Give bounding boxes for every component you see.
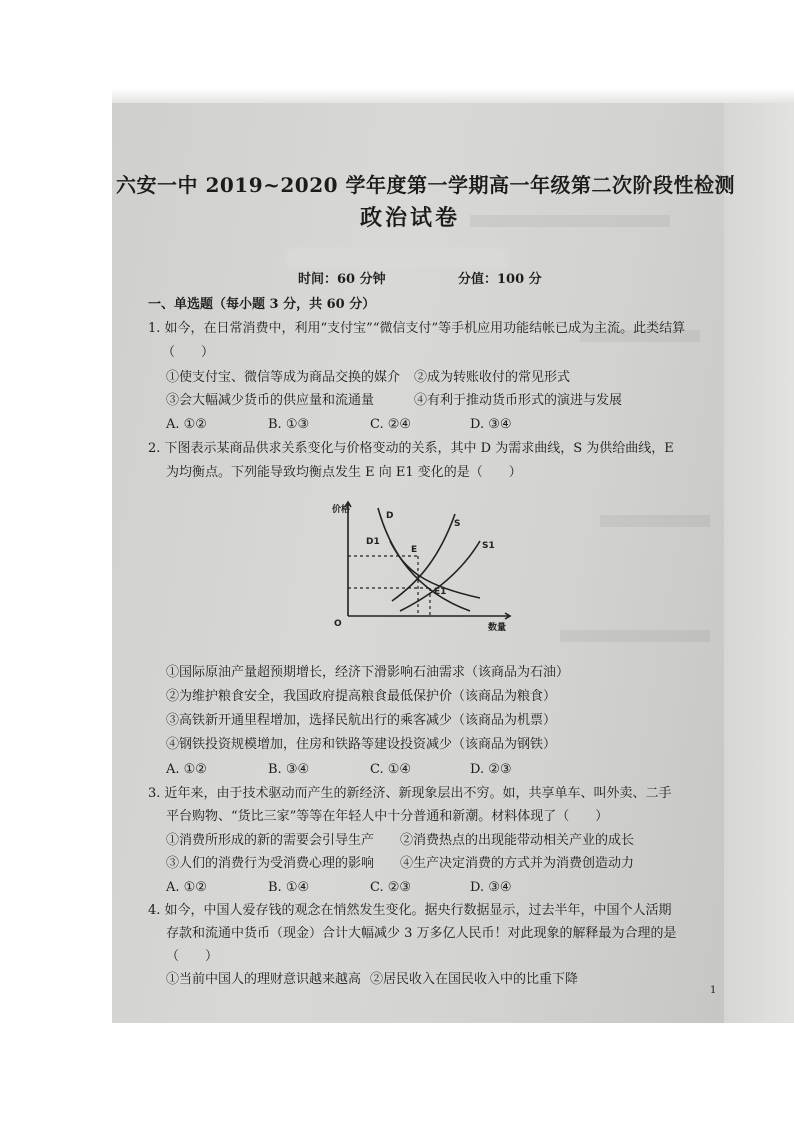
- q3-option-c: C. ②③: [370, 880, 412, 895]
- bleed-through-mark: [600, 515, 710, 527]
- q3-option-d: D. ③④: [470, 880, 512, 895]
- question-4-stem-cont: 存款和流通中货币（现金）合计大幅减少 3 万多亿人民币！对此现象的解释最为合理的是: [166, 926, 677, 941]
- point-label-e: E: [411, 545, 418, 555]
- exam-time: 时间：60 分钟: [298, 272, 386, 287]
- bleed-through-mark: [470, 215, 670, 227]
- question-1-stem: 1. 如今，在日常消费中，利用“支付宝”“微信支付”等手机应用功能结帐已成为主流。此类结算: [148, 321, 686, 336]
- question-2-stem: 2. 下图表示某商品供求关系变化与价格变动的关系，其中 D 为需求曲线，S 为供给曲线，E: [148, 441, 674, 456]
- supply-demand-graph: [330, 496, 530, 636]
- q3-option-a: A. ①②: [166, 880, 207, 895]
- exam-title: 六安一中 2019~2020 学年度第一学期高一年级第二次阶段性检测: [116, 173, 736, 197]
- question-4-stem: 4. 如今，中国人爱存钱的观念在悄然发生变化。据央行数据显示，过去半年，中国个人活期: [148, 903, 672, 918]
- q2-statement-1: ①国际原油产量超预期增长，经济下滑影响石油需求（该商品为石油）: [166, 665, 570, 680]
- q2-option-a: A. ①②: [166, 762, 207, 777]
- q2-statement-2: ②为维护粮食安全，我国政府提高粮食最低保护价（该商品为粮食）: [166, 689, 557, 704]
- x-axis-label: 数量: [488, 623, 507, 633]
- question-3-stem-cont: 平台购物、“货比三家”等等在年轻人中十分普通和新潮。材料体现了（ ）: [166, 809, 609, 824]
- q4-statement-2: ②居民收入在国民收入中的比重下降: [370, 972, 579, 987]
- q3-statement-2: ②消费热点的出现能带动相关产业的成长: [400, 833, 635, 848]
- q3-statement-4: ④生产决定消费的方式并为消费创造动力: [400, 856, 635, 871]
- section-heading: 一、单选题（每小题 3 分，共 60 分）: [148, 297, 376, 312]
- q1-option-b: B. ①③: [268, 417, 310, 432]
- curve-label-s: S: [454, 519, 461, 529]
- q2-option-d: D. ②③: [470, 762, 512, 777]
- exam-subtitle: 政治试卷: [360, 205, 461, 231]
- y-axis-label: 价格: [332, 505, 351, 515]
- q2-option-b: B. ③④: [268, 762, 310, 777]
- q1-option-a: A. ①②: [166, 417, 207, 432]
- point-label-e1: E1: [434, 587, 447, 597]
- question-1-blank: （ ）: [162, 345, 215, 360]
- paper-shadow-strip: [112, 88, 794, 103]
- curve-label-d: D: [386, 511, 394, 521]
- question-3-stem: 3. 近年来，由于技术驱动而产生的新经济、新现象层出不穷。如，共享单车、叫外卖、二手: [148, 786, 672, 801]
- origin-label: O: [334, 619, 342, 629]
- q1-option-c: C. ②④: [370, 417, 412, 432]
- q1-statement-1: ①使支付宝、微信等成为商品交换的媒介: [166, 370, 401, 385]
- question-4-blank: （ ）: [166, 949, 219, 964]
- q2-option-c: C. ①④: [370, 762, 412, 777]
- question-2-stem-cont: 为均衡点。下列能导致均衡点发生 E 向 E1 变化的是（ ）: [166, 465, 522, 480]
- q1-statement-4: ④有利于推动货币形式的演进与发展: [414, 393, 623, 408]
- q4-statement-1: ①当前中国人的理财意识越来越高: [166, 972, 362, 987]
- q1-option-d: D. ③④: [470, 417, 512, 432]
- curve-label-d1: D1: [366, 537, 380, 547]
- q2-statement-4: ④钢铁投资规模增加，住房和铁路等建设投资减少（该商品为钢铁）: [166, 737, 557, 752]
- page-number: 1: [710, 985, 717, 996]
- redacted-region: [287, 248, 507, 268]
- curve-label-s1: S1: [482, 541, 495, 551]
- q3-option-b: B. ①④: [268, 880, 310, 895]
- q1-statement-2: ②成为转账收付的常见形式: [414, 370, 571, 385]
- q3-statement-3: ③人们的消费行为受消费心理的影响: [166, 856, 375, 871]
- paper-margin-right: [724, 103, 794, 1023]
- q1-statement-3: ③会大幅减少货币的供应量和流通量: [166, 393, 375, 408]
- q2-statement-3: ③高铁新开通里程增加，选择民航出行的乘客减少（该商品为机票）: [166, 713, 557, 728]
- bleed-through-mark: [560, 630, 710, 642]
- q3-statement-1: ①消费所形成的新的需要会引导生产: [166, 833, 375, 848]
- exam-score: 分值：100 分: [458, 272, 542, 287]
